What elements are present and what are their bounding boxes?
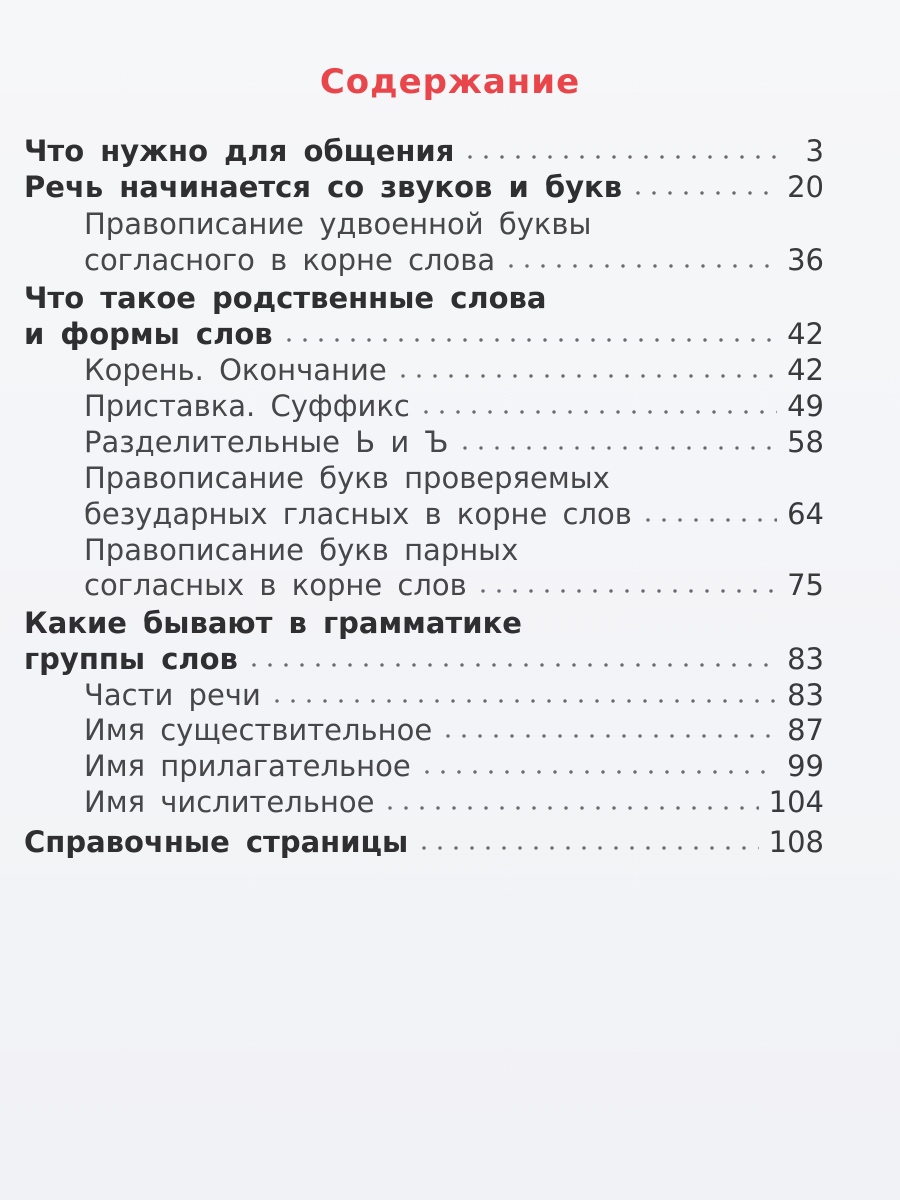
toc-entry-title: Имя существительное <box>84 713 433 747</box>
toc-page-number: 20 <box>787 170 824 204</box>
dot-leader <box>475 586 777 596</box>
toc-entry[interactable] <box>84 712 824 748</box>
toc-entry-title: согласных в корне слов <box>84 568 467 602</box>
toc-entry-title: группы слов <box>24 642 238 676</box>
toc-entry-title: Речь начинается со звуков и букв <box>24 170 623 204</box>
page-title: Содержание <box>319 62 581 102</box>
toc-page-number: 64 <box>787 497 824 531</box>
toc-entry-line <box>84 206 591 242</box>
toc-page-number: 58 <box>787 425 824 459</box>
toc-entry-title: безударных гласных в корне слов <box>84 497 632 531</box>
toc-page-number: 36 <box>787 243 824 277</box>
dot-leader <box>281 335 777 345</box>
toc-entry-title: Что нужно для общения <box>24 134 455 168</box>
toc-page-number: 42 <box>787 353 824 387</box>
toc-entry[interactable] <box>84 424 824 460</box>
dot-leader <box>418 407 777 417</box>
toc-entry[interactable] <box>84 567 824 603</box>
dot-leader <box>416 843 758 853</box>
toc-entry[interactable] <box>84 242 824 278</box>
toc-entry-title: и формы слов <box>24 317 273 351</box>
toc-entry[interactable] <box>84 388 824 424</box>
toc-entry-title: Имя прилагательное <box>84 749 411 783</box>
toc-entry[interactable] <box>24 133 824 169</box>
dot-leader <box>630 188 777 198</box>
toc-entry[interactable] <box>84 784 824 820</box>
dot-leader <box>246 660 777 670</box>
dot-leader <box>462 152 784 162</box>
toc-entry[interactable] <box>24 169 824 205</box>
dot-leader <box>382 803 758 813</box>
toc-entry-title: Правописание букв парных <box>84 533 519 567</box>
toc-entry[interactable] <box>24 316 824 352</box>
toc-page-number: 83 <box>787 642 824 676</box>
dot-leader <box>640 515 777 525</box>
toc-entry[interactable] <box>84 677 824 713</box>
toc-entry-title: согласного в корне слова <box>84 243 496 277</box>
toc-page-number: 99 <box>787 749 824 783</box>
toc-entry-line <box>84 532 518 568</box>
toc-entry-line <box>24 280 546 316</box>
toc-page-number: 3 <box>805 134 824 168</box>
toc-page-number: 104 <box>768 785 824 819</box>
toc-entry-title: Имя числительное <box>84 785 375 819</box>
toc-entry-title: Разделительные Ь и Ъ <box>84 425 449 459</box>
toc-page-number: 49 <box>787 389 824 423</box>
toc-entry[interactable] <box>24 641 824 677</box>
toc-entry-title: Правописание букв проверяемых <box>84 461 610 495</box>
toc-entry[interactable] <box>84 748 824 784</box>
toc-entry[interactable] <box>84 496 824 532</box>
dot-leader <box>395 371 777 381</box>
dot-leader <box>457 443 778 453</box>
toc-entry-title: Части речи <box>84 678 261 712</box>
toc-entry-line <box>84 460 610 496</box>
toc-page-number: 108 <box>768 825 824 859</box>
dot-leader <box>419 767 777 777</box>
dot-leader <box>503 261 777 271</box>
toc-entry-title: Какие бывают в грамматике <box>24 606 522 640</box>
toc-page-number: 42 <box>787 317 824 351</box>
dot-leader <box>440 731 777 741</box>
dot-leader <box>269 696 777 706</box>
toc-entry-title: Корень. Окончание <box>84 353 387 387</box>
toc-entry[interactable] <box>84 352 824 388</box>
toc-page-number: 83 <box>787 678 824 712</box>
toc-entry-title: Приставка. Суффикс <box>84 389 410 423</box>
toc-page-number: 87 <box>787 713 824 747</box>
toc-page-number: 75 <box>787 568 824 602</box>
toc-entry-title: Что такое родственные слова <box>24 281 547 315</box>
toc-entry[interactable] <box>24 824 824 860</box>
toc-entry-title: Правописание удвоенной буквы <box>84 207 592 241</box>
toc-entry-title: Справочные страницы <box>24 825 409 859</box>
toc-entry-line <box>24 605 522 641</box>
